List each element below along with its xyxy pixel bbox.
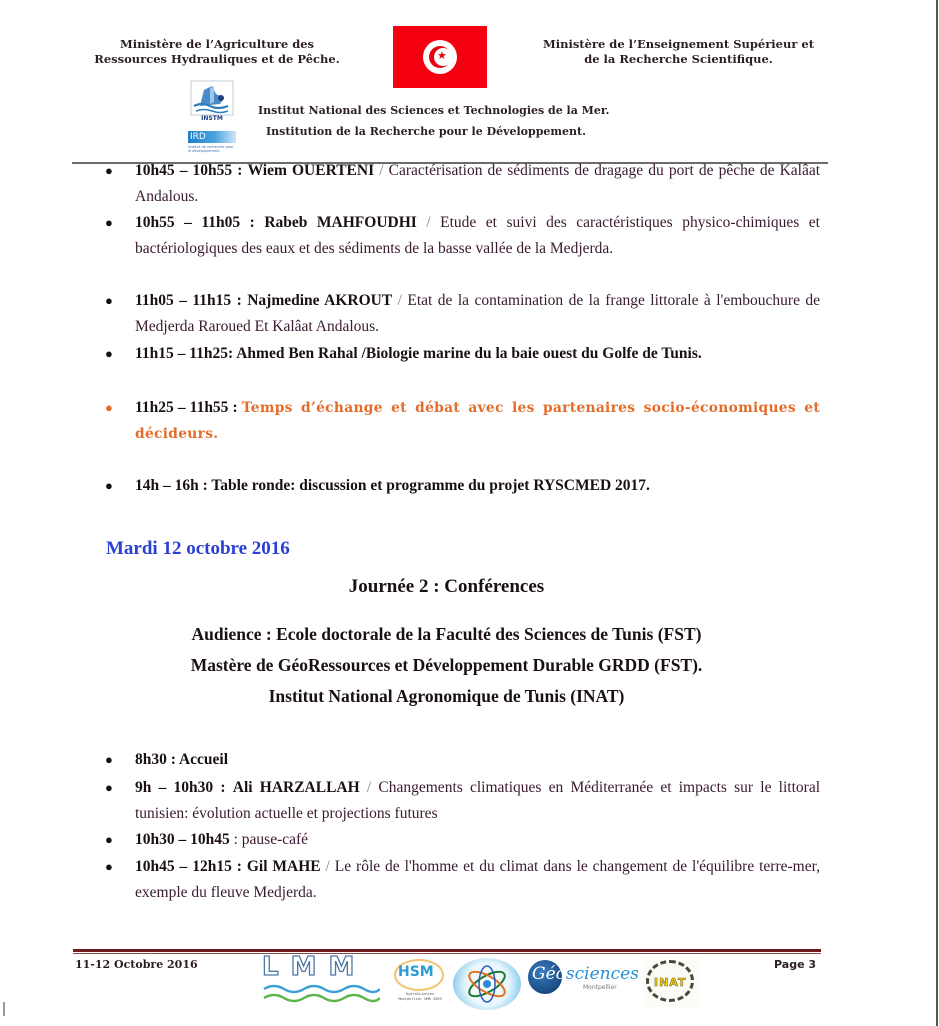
item-separator: / bbox=[374, 162, 389, 179]
program-item bbox=[105, 341, 820, 367]
item-speaker: Rabeb MAHFOUDHI bbox=[264, 214, 417, 231]
bullet-icon: ● bbox=[105, 293, 113, 308]
item-time: 14h – 16h : bbox=[135, 477, 208, 494]
item-topic: Table ronde: discussion et programme du projet RYSCMED 2017. bbox=[211, 477, 650, 494]
atom-logo bbox=[453, 958, 521, 1010]
ministry-right-line1: Ministère de l’Enseignement Supérieur et bbox=[542, 37, 815, 51]
geo-label-head: Géo bbox=[532, 964, 566, 984]
item-topic: Caractérisation de sédiments de dragage du port de pêche de Kalâat Andalous. bbox=[135, 162, 821, 205]
bullet-icon: ● bbox=[105, 215, 113, 230]
lmm-label: LMM bbox=[262, 952, 367, 982]
inat-logo bbox=[643, 957, 699, 1007]
item-topic: Etude et suivi des caractéristiques physico-chimiques et bactériologiques des eaux et des sédiments de la basse vallée de la Medjerda. bbox=[135, 214, 820, 257]
geo-label-rest: sciences bbox=[565, 964, 639, 984]
geosciences-logo bbox=[528, 958, 639, 1002]
program-item bbox=[105, 210, 820, 262]
bullet-icon: ● bbox=[105, 780, 113, 795]
ministry-agriculture-heading bbox=[62, 37, 372, 67]
item-time: 10h30 – 10h45 bbox=[135, 831, 230, 848]
bullet-icon: ● bbox=[105, 346, 113, 361]
item-separator: / bbox=[357, 345, 366, 362]
item-topic: Changements climatiques en Méditerranée et impacts sur le littoral tunisien: évolution actuelle et projections futures bbox=[135, 779, 821, 822]
item-separator: / bbox=[359, 779, 379, 796]
item-speaker: Gil MAHE bbox=[246, 858, 321, 875]
item-separator: / bbox=[416, 214, 441, 231]
item-time: 11h05 – 11h15 : bbox=[135, 292, 242, 309]
audience-line-3: Institut National Agronomique de Tunis (INAT) bbox=[268, 686, 625, 706]
item-topic: Accueil bbox=[178, 751, 229, 768]
page-number: Page 3 bbox=[774, 958, 817, 971]
bullet-icon: ● bbox=[105, 752, 113, 767]
ministry-higher-education-heading bbox=[506, 37, 851, 67]
program-item bbox=[105, 854, 820, 906]
footer-divider-thin bbox=[73, 953, 821, 954]
item-speaker: Ahmed Ben Rahal bbox=[236, 345, 358, 362]
program-item bbox=[105, 775, 820, 827]
program-item bbox=[105, 827, 820, 853]
item-time: 11h15 – 11h25: bbox=[135, 345, 234, 362]
bullet-icon: ● bbox=[105, 832, 113, 847]
program-item bbox=[105, 747, 820, 773]
program-item-highlight bbox=[105, 395, 820, 447]
item-speaker: Ali HARZALLAH bbox=[232, 779, 360, 796]
item-time: 10h45 – 10h55 : bbox=[135, 162, 243, 179]
geo-city: Montpellier bbox=[583, 984, 617, 991]
item-topic: Biologie marine du la baie ouest du Golfe de Tunis. bbox=[365, 345, 702, 362]
ministry-left-line1: Ministère de l’Agriculture des bbox=[119, 37, 315, 51]
hsm-logo bbox=[392, 959, 446, 1013]
inat-label: INAT bbox=[654, 976, 687, 989]
item-time: 10h45 – 12h15 : bbox=[135, 858, 242, 875]
bullet-icon: ● bbox=[105, 400, 113, 415]
tunisia-flag-icon: ★ bbox=[393, 26, 487, 88]
program-item bbox=[105, 288, 820, 340]
ird-label: IRD bbox=[188, 131, 236, 143]
lmm-logo bbox=[262, 952, 380, 1006]
day2-date: Mardi 12 octobre 2016 bbox=[106, 538, 290, 559]
ird-logo bbox=[188, 131, 236, 157]
footer-date: 11-12 Octobre 2016 bbox=[75, 958, 198, 971]
footer-divider bbox=[73, 949, 821, 952]
item-speaker: Najmedine AKROUT bbox=[247, 292, 393, 309]
bullet-icon: ● bbox=[105, 163, 113, 178]
instm-label: INSTM bbox=[201, 115, 223, 122]
bullet-icon: ● bbox=[105, 478, 113, 493]
item-time: 11h25 – 11h55 : bbox=[135, 399, 238, 416]
item-time: 10h55 – 11h05 : bbox=[135, 214, 255, 231]
program-item bbox=[105, 473, 820, 499]
item-separator: / bbox=[320, 858, 335, 875]
item-speaker: Wiem OUERTENI bbox=[247, 162, 375, 179]
item-topic: Temps d’échange et débat avec les partenaires socio-économiques et décideurs. bbox=[135, 400, 820, 442]
program-item bbox=[105, 158, 820, 210]
item-time: 9h – 10h30 : bbox=[135, 779, 226, 796]
audience-line-2: Mastère de GéoRessources et Développement Durable GRDD (FST). bbox=[190, 655, 703, 675]
item-topic: : pause-café bbox=[229, 831, 309, 848]
text-cursor-mark bbox=[3, 1002, 5, 1016]
ministry-right-line2: de la Recherche Scientifique. bbox=[584, 52, 773, 66]
instm-logo bbox=[190, 80, 234, 126]
bullet-icon: ● bbox=[105, 859, 113, 874]
item-separator: / bbox=[392, 292, 408, 309]
hsm-label: HSM bbox=[398, 964, 434, 980]
audience-line-1: Audience : Ecole doctorale de la Faculté des Sciences de Tunis (FST) bbox=[191, 624, 702, 644]
day2-title: Journée 2 : Conférences bbox=[348, 576, 545, 597]
item-topic: Etat de la contamination de la frange littorale à l'embouchure de Medjerda Raroued Et Kalâat Andalous. bbox=[135, 292, 821, 335]
institute-ird-title: Institution de la Recherche pour le Développement. bbox=[266, 125, 586, 138]
institute-instm-title: Institut National des Sciences et Technologies de la Mer. bbox=[258, 104, 610, 117]
page-border bbox=[936, 0, 938, 1026]
ministry-left-line2: Ressources Hydrauliques et de Pêche. bbox=[94, 52, 340, 66]
item-topic: Le rôle de l'homme et du climat dans le changement de l'équilibre terre-mer, exemple du fleuve Medjerda. bbox=[135, 858, 821, 901]
item-time: 8h30 : bbox=[135, 751, 176, 768]
hsm-subtitle: HydroSciences Montpellier UMR 5569 bbox=[398, 992, 442, 1001]
ird-subtitle: Institut de recherche pour le développement bbox=[188, 145, 234, 153]
